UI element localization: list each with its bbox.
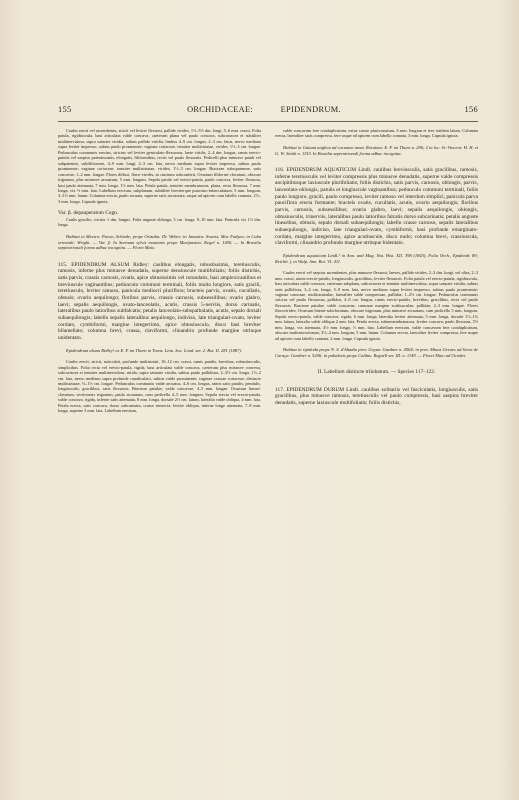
description-paragraph: Caulis gracilis, circiter 1 dm. longus. Folia anguste oblonga, 5 cm. longa, 9–10 mm. lata. Panicula vix 1½ dm. longa. bbox=[58, 217, 261, 228]
species-diagnosis-paragraph: 116. EPIDENDRUM AQUATICUM Lindl. caulibus breviusculis, satis gracilibus, ramosis, inferne teretiusculis vel leviter compressis plus minusve denudatis, superne valde compressis ancipitibusque laxiuscule plurifoliatis; foliis distichis, satis parvis, carnosis, oblongis, parvis, lanceolato-oblongis, patulis et longiuscule vaginantibus; pedunculo communi terminali, foliis paulo longiore, gracili, paulo compresso, leviter ramoso vel interdum simplici, panicula parva pauciflora erecta formante; bracteis ovatis, cucullatis, acutis, ovario aequilongis; floribus parvis, carnosis, subsessilibus; ovario glabro, laevi; sepalis aequilongis, oblongis, obtusiusculis, trinerviis, lateralibus paulo latioribus falcatis dorso subcarinatis; petalis anguste linearibus, obtusis, sepalo dorsali subaequilongis; labello crasse carnoso, sepalis lateralibus subaequilongo, indiviso, late triangulari-ovato, cymbiformi, basi profunde emarginato-cordato, margine integerrimo, apice acutiuscule, disco nudo; columna brevi, crassiuscula, claviformi, clinandrio profundo margine utrinque bidentato. bbox=[275, 167, 478, 247]
species-diagnosis-paragraph: Var. β. depauperatum Cogn. bbox=[58, 210, 119, 217]
citation-paragraph: Habitat in Mexico: Pavon, Schiede; prope Orizaba: Dr. Weber; in Jamaica: Swartz, Mac Fadyen; in Cuba orientali: Wright. — Var. β. In Surinam sylvis montanis prope Maripaston: Kegel n. 1450. — In Brasilia septentrionali forma adhuc incognita. — Floret Maio. bbox=[58, 233, 261, 251]
right-running-title: EPIDENDRUM. bbox=[280, 105, 341, 114]
description-paragraph: Caules erecti vel ascendentes, stricti vel leviter flexuosi, pallide virides, 1½–5½ dm. longi, 5–6 mm. crassi. Folia patula, rigidiuscula, basi articulata valde concava, caeterum plana vel paulo concava, subcoriacea et subtiliter multinervulosa, supra saturate viridia, subtus pallide viridia; limbus 4–9 cm. longus, 2–3 cm. latus, nervo mediano supra leviter impresso, subtus paulo prominente; vaginae coriaceae, tenuiter multistriatae, virides, 1½–3 cm. longae. Pedunculus communis erectus, strictus vel leviter geniculato-flexuosus, laete viridis, 2–4 dm. longus, ramis erecto-patulis vel saepius patentissimis, elongatis, filiformibus, rectis vel paulo flexuosis. Pedicelli plus minusve patuli vel subpatentes, subfiliformes, 4–9 mm. longi, 2–3 cm. lata, nervo mediano supra leviter impresso, subtus paulo prominente; vaginae coriaceae, tenuiter multistriatae, virides, 1½–3 cm. longae. Bracteae subsquameae, satis concavae, 1–2 mm. longae. Flores diffusi, flavo-virides, in cincinno subconferti. Ovarium filiformi-clavatum, obscure trigonum, plus minusve arcuatum, 5 mm. longum. Sepala patula vel erecto-patula, paulo concava, leviter flexuosa, basi paulo attenuata, 7 mm. longa, 1½ mm. lata. Petala patula, tenuiter membranacea, plana, recta flexuosa, 7 mm. longa, vix ½ mm. lata. Labellum erectum, subplanum, subtiliter breviterque puncturo-tuberculatum, 5 mm. longum, 3–3½ mm. latum. Columna erecta, paulo arcuata, superne satis incrassata, usque ad apicem cum labello connata, 2½–3 mm. longa. Capsula ignota. bbox=[58, 128, 261, 204]
paragraph-spacer bbox=[275, 156, 478, 167]
citation-paragraph: Epidendrum aquaticum Lindl.! in Ann. and Mag. Nat. Hist. XII. 398 (1843), Folia Orch., Epidendr. 89; Reichb. f. in Walp. Ann. Bot. VI. 411. bbox=[275, 252, 478, 264]
left-page-number: 155 bbox=[58, 105, 72, 114]
paragraph-spacer bbox=[58, 251, 261, 262]
left-text-column bbox=[58, 128, 261, 778]
description-paragraph: Caules erecti vel saepius ascendentes, plus minusve flexuosi, laeves, pallide virides, 2–3 dm. longi, vel ultra, 2–3 mm. crassi, ramis erecto-patulis, longiusculis, gracilibus, leviter flexuosis. Folia patula vel erecto-patula, rigidiuscula, basi articulata valde concava, caeterum subplana, subcoriacea et tenuiter multinervulosa, supra saturate viridia, subtus satis pallidiora, 3–4 cm. longa, 5–8 mm. lata, nervo mediano supra leviter impresso, subtus paulo prominente; vaginae carnosae, multistriatulae, lateraliter valde compressae, pallidae, 1–2½ cm. longae. Pedunculus communis strictus vel paulo flexuosus, pallidus, 4–6 cm. longus, ramis erecto-patulis, brevibus, gracilibus, recta vel paulo flexuosis. Bracteae patulae, valde concavae, carnosae margine scabiusculae, pallidae, 2–3 mm. longae. Flores flavovirides. Ovarium lineari-subclavatum, obscure trigonum, plus minusve arcuatum, cum pedicello 5 mm. longum. Sepala erecto-patula, valde concava, rigida, 6 mm. longa, lateralia leviter attenuata, 5 mm. longa, dorsale 1½–1¾ mm. latum, lateralia valde obliqua 2 mm. lata. Petala erecta, subsemembranacea, leviter concava, paulo flexuosa, 5½ mm. longa, vix attenuata, 4½ mm. longa, ⅓ mm. lata. Labellum erectum, valde concavum fere conduplicatum, obscure multinervulosum, 3½–4 mm. longum, 5 mm. latum. Columna erecta, lateraliter leviter compressa, fere usque ad apicem cum labello connata, 2 mm. longa. Capsula ignota. bbox=[275, 270, 478, 341]
citation-paragraph: Habitat in ripidoda prope N. S. d'Abadia prov. Goyaz: Gardner n. 4564; in prov. Minas Geraes ad Serra de Caraça: Gardner n. 5206; in paludosis prope Caldas: Regnell ser. III. n. 1149. — Floret Maio ad Octobri. bbox=[275, 347, 478, 358]
right-page-number: 156 bbox=[464, 105, 478, 114]
header-rule bbox=[58, 121, 478, 122]
paragraph-spacer bbox=[275, 376, 478, 387]
citation-paragraph: Habitat in Guiana anglica ad cacumen mont. Roraima: E. F. im Thurn n. 290; 2 in loc. St.-Vincent: H. H. et G. W. Smith n. 1153. In Brasilia septentrionali forma adhuc incognita. bbox=[275, 144, 478, 156]
description-paragraph: valde concavum fere conduplicatum, extus crasse pluricostatum, 6 mm. longum et fere totidem latum. Columna erecta, lateraliter satis compressa, fere usque ad apicem cum labello connata, 3 mm. longa. Capsula ignota. bbox=[275, 128, 478, 139]
citation-paragraph: Epidendrum alsum Ridley! ex E. F. im Thurn in Trans. Linn. Soc. Lond. ser. 2. Bot. II. 281 (1887). bbox=[66, 347, 243, 353]
left-running-title: ORCHIDACEAE: bbox=[187, 105, 254, 114]
paragraph-spacer bbox=[275, 358, 478, 369]
right-text-column bbox=[275, 128, 478, 778]
description-paragraph: Caules erecti, stricti, noticulati, profunde multistriati, 10–12 cm. crassi, ramis patulis, brevibus, robustiusculis, simplicibus. Folia recta vel erecto-patula, rigida, basi articulata valde concava, caeterum plus minusve convexa, subcoriacea et tenuiter multinervulosa, nitida, supra saturate viridia, subtus paulo pallidiora, 2–3½ cm. longa, 1½–2 cm. lata, nervo mediano supra profunde canaliculato, subtus valde prominente; vaginae crassae coriaceae, distincte multistriatae, ½–1½ cm. longae. Pedunculus communis valde arcuatus, 4–6 cm. longus, ramis satis patulis, pendulis, longiusculis, gracilibus, satis flexuosis. Bracteae patulae, valde concavae, 4–5 mm. longae. Ovarium lineari-clavatum, sectionesis trigonum, paulo arcuatum, cum pedicello 4–5 mm. longum. Sepala erecta vel erecto-patula, valde concava, rigida, inferne satis attenuata, 8 mm. longa, dorsale 2½ cm. latum, lateralia valde obliqua, 4 mm. lata. Petala erecta, satis concava, dorso subcarinata, crasse trinervia, leviter obliqua, inferne longe attenuata, 7–8 mm. longa, superne 3 mm. lata. Labellum erectum, bbox=[58, 359, 261, 414]
running-header bbox=[58, 105, 478, 119]
section-heading: II. Labellum distincte trilobatum. — Species 117–122. bbox=[317, 369, 436, 376]
species-diagnosis-paragraph: 115. EPIDENDRUM ALSUM Ridley: caulibus elongatis, robustissimis, teretiusculis, ramosis, inferne plus minusve denudatis, superne densiuscule multifoliatis; foliis distichis, satis parvis, crassis carnosis, ovatis, apice obtusissimis vel rotundatis, basi amplexicaulibus et breviuscule vaginantibus; pedunculo communi terminali, foliis multo longiore, satis gracili, teretiusculo, leviter ramoso, panicula mediocri pluriflora; bracteis parvis, ovatis, cucullatis, obtusis; ovario aequilongo; floribus parvis, crassis carnosis, subsessilibus; ovario glabro, laevi; sepalis aequilongis, ovato-lanceolatis, acutis, crassis 5-nerviis, dorso carinatis, lateralibus paulo latioribus subfalcatis; petalis lanceolato-subspathulatis, acutis, sepalo dorsali subaequilongis; labello sepalis lateralibus aequilongo, indiviso, late triangulari-ovato, leviter cordato, cymbiformi, margine integerrimo, apice obtusiusculo, disco basi breviter bilamellato; columna brevi, crassa, claviformi, clinandrio profunde margine utrinque unidentato. bbox=[58, 261, 261, 341]
species-diagnosis-paragraph: 117. EPIDENDRUM DURUM Lindl. caulibus solitariis vel fasciculatis, longiusculis, satis gracilibus, plus minusve ramosis, teretiusculis vel paulo compressis, basi saepius breviter denudatis, superne laxiuscule multifoliatis; foliis distichis, bbox=[275, 386, 478, 407]
